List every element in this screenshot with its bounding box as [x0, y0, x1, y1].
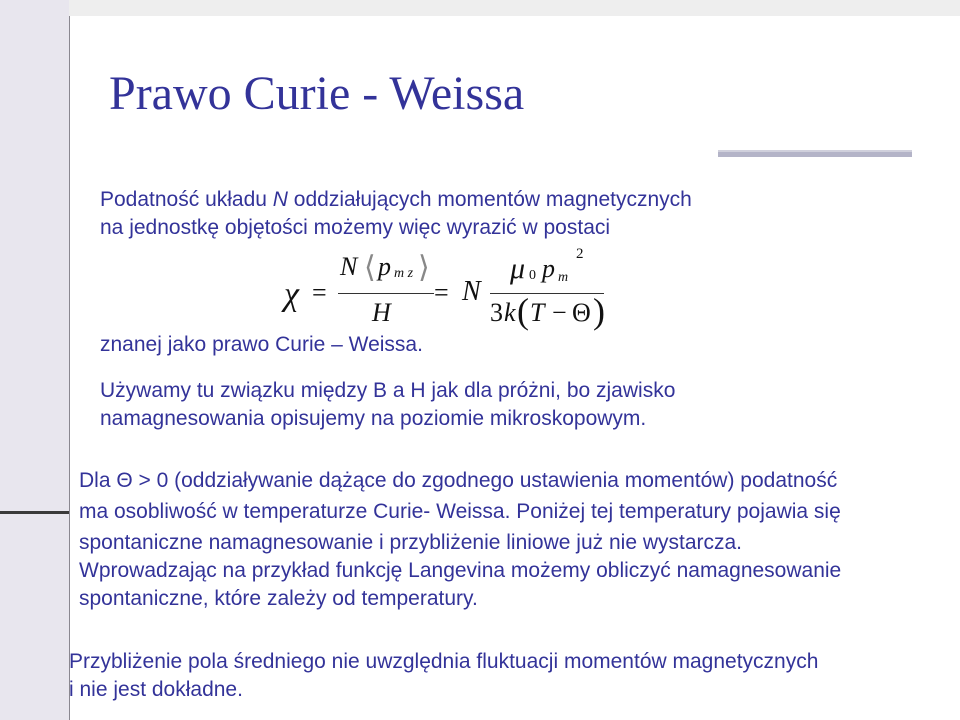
para3-line-2: i nie jest dokładne.	[69, 678, 243, 701]
para3-line-1: Przybliżenie pola średniego nie uwzględnia fluktuacji momentów magnetycznych	[69, 650, 819, 673]
para2-line-3: spontaniczne namagnesowanie i przybliżenie liniowe już nie wystarcza.	[79, 531, 743, 554]
denominator-t: T	[530, 298, 545, 327]
fraction-line-1	[338, 293, 434, 294]
fraction-line-2	[490, 293, 604, 294]
right-angle-bracket: ⟩	[418, 251, 430, 284]
para2-line-1: Dla Θ > 0 (oddziaływanie dążące do zgodnego ustawienia momentów) podatność	[79, 469, 838, 492]
para1-line-1: Używamy tu związku między B a H jak dla próżni, bo zjawisko	[100, 379, 676, 402]
denominator-theta: Θ	[572, 298, 591, 327]
known-as-line: znanej jako prawo Curie – Weissa.	[100, 333, 423, 356]
left-decorative-band	[0, 0, 70, 720]
slide-title: Prawo Curie - Weissa	[109, 67, 525, 120]
curie-weiss-formula	[284, 246, 624, 340]
mu-subscript: 0	[529, 268, 536, 283]
denominator-k: k	[504, 298, 516, 327]
middle-n: N	[462, 276, 481, 307]
mu-symbol: μ	[510, 252, 526, 285]
intro-line-1	[100, 186, 692, 214]
para1-line-2: namagnesowania opisujemy na poziomie mikroskopowym.	[100, 407, 647, 430]
pm-subscript: m	[558, 270, 569, 285]
left-accent-line	[0, 511, 69, 514]
pm-p: p	[542, 254, 555, 283]
denominator-three: 3	[490, 298, 503, 327]
right-parenthesis: )	[593, 291, 605, 331]
title-rule	[718, 150, 912, 157]
top-decorative-bar	[69, 0, 960, 16]
intro-text-a: Podatność układu	[100, 188, 273, 211]
numerator-p-subscript: m z	[394, 266, 414, 281]
chi-symbol: χ	[284, 276, 299, 313]
intro-text-b: oddziałujących momentów magnetycznych	[287, 188, 692, 211]
minus-sign: −	[552, 298, 567, 327]
equals-sign-1: =	[312, 278, 327, 307]
denominator-h: H	[372, 298, 391, 327]
left-parenthesis: (	[517, 291, 529, 331]
left-angle-bracket: ⟨	[364, 251, 376, 284]
intro-line-2: na jednostkę objętości możemy więc wyrazić w postaci	[100, 216, 611, 239]
equals-sign-2: =	[434, 278, 449, 307]
numerator-n: N	[340, 252, 358, 281]
numerator-p: p	[378, 252, 391, 281]
para2-line-2: ma osobliwość w temperaturze Curie- Weissa. Poniżej tej temperatury pojawia się	[79, 500, 841, 523]
para2-line-4: Wprowadzając na przykład funkcję Langevina możemy obliczyć namagnesowanie	[79, 559, 842, 582]
para2-line-5: spontaniczne, które zależy od temperatury.	[79, 587, 478, 610]
power-superscript: 2	[576, 246, 584, 262]
intro-italic-n: N	[272, 188, 288, 211]
